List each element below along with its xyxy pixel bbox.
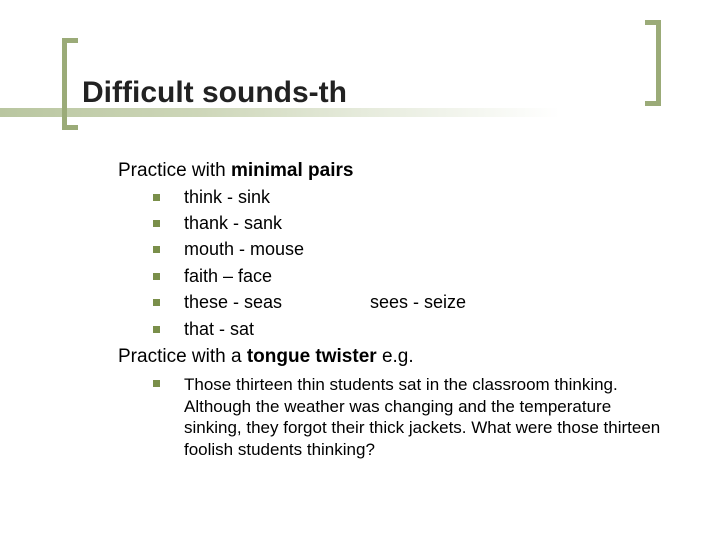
bullet-icon (153, 326, 160, 333)
bullet-icon (153, 246, 160, 253)
bullet-icon (153, 220, 160, 227)
section-label: Practice with (118, 160, 231, 181)
pair-item: that - sat (184, 319, 255, 339)
bullet-icon (153, 194, 160, 201)
slide-title: Difficult sounds-th (82, 76, 347, 109)
pair-item: these - seas (184, 292, 283, 312)
section-label-suffix: e.g. (376, 346, 414, 367)
bullet-icon (153, 299, 160, 306)
bullet-icon (153, 380, 160, 387)
section-tongue-twister (118, 346, 414, 368)
pair-item: mouth - mouse (184, 239, 305, 259)
section-label: Practice with a (118, 346, 247, 367)
section-label-bold: minimal pairs (230, 160, 354, 181)
right-bracket-decoration (656, 20, 661, 106)
section-label-bold: tongue twister (246, 346, 377, 367)
bullet-icon (153, 273, 160, 280)
section-minimal-pairs (118, 160, 353, 182)
pair-item-extra: sees - seize (370, 292, 467, 312)
left-bracket-bottom (62, 125, 78, 130)
pair-item: thank - sank (184, 213, 283, 233)
right-bracket-top (645, 20, 661, 25)
pair-item: think - sink (184, 187, 271, 207)
left-bracket-decoration (62, 38, 67, 130)
pair-item: faith – face (184, 266, 273, 286)
right-bracket-bottom (645, 101, 661, 106)
tongue-twister-text: Those thirteen thin students sat in the classroom thinking. Although the weather was changing and the temperature sinking, they forgot their thick jackets. What were those thirteen foolish students thinking? (184, 375, 661, 459)
left-bracket-top (62, 38, 78, 43)
